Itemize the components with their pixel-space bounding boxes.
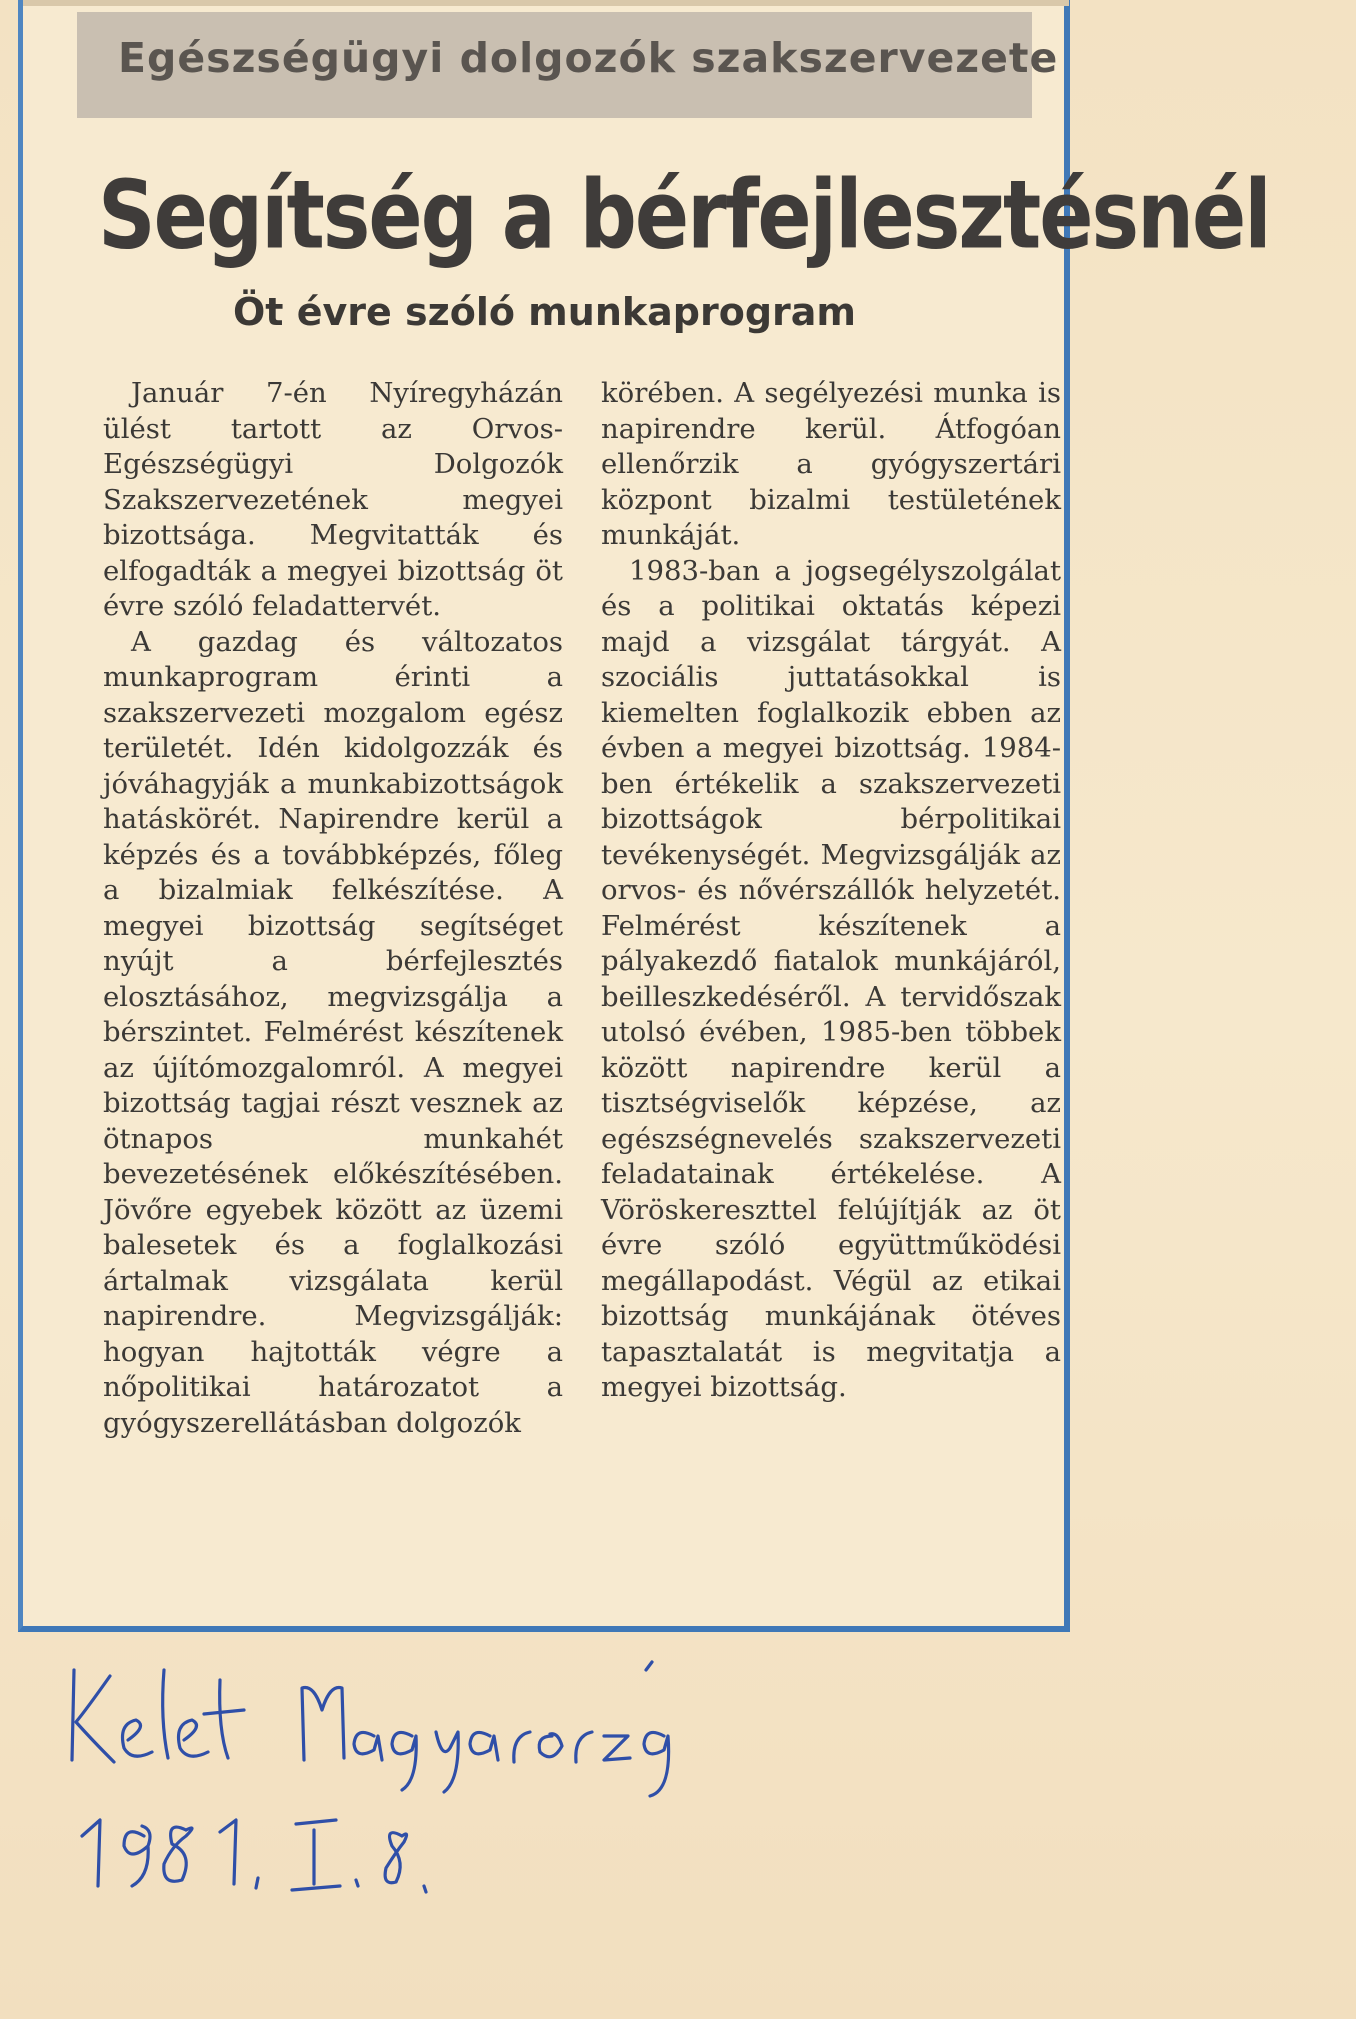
article-column-left bbox=[103, 376, 563, 1441]
paragraph: A gazdag és változatos munkaprogram érinti a szakszervezeti mozgalom egész területét. Idén kidolgozzák és jóváhagyják a munkabizottságok hatáskörét. Napirendre kerül a képzés és a továbbképzés, főleg a bizalmiak felkészítése. A megyei bizottság segítséget nyújt a bérfejlesztés elosztásához, megvizsgálja a bérszintet. Felmérést készítenek az újítómozgalomról. A megyei bizottság tagjai részt vesznek az ötnapos munkahét bevezetésének előkészítésében. Jövőre egyebek között az üzemi balesetek és a foglalkozási ártalmak vizsgálata kerül napirendre. Megvizsgálják: hogyan hajtották végre a nőpolitikai határozatot a gyógyszerellátásban dolgozók bbox=[103, 625, 563, 1439]
kicker-text: Egészségügyi dolgozók szakszervezete bbox=[118, 34, 1059, 82]
clipping-top-edge bbox=[23, 0, 1069, 6]
subheadline: Öt évre szóló munkaprogram bbox=[233, 290, 857, 334]
handwritten-source-note bbox=[52, 1640, 752, 1900]
article-column-right bbox=[601, 376, 1061, 1406]
headline: Segítség a bérfejlesztésnél bbox=[98, 160, 1270, 270]
paragraph: Január 7-én Nyíregyházán ülést tartott az Orvos-Egészségügyi Dolgozók Szakszervezetének megyei bizottsága. Megvitatták és elfogadták a megyei bizottság öt évre szóló feladattervét. bbox=[103, 377, 563, 622]
paragraph: 1983-ban a jogsegélyszolgálat és a politikai oktatás képezi majd a vizsgálat tárgyát. A szociális juttatásokkal is kiemelten foglalkozik ebben az évben a megyei bizottság. 1984-ben értékelik a szakszervezeti bizottságok bérpolitikai tevékenységét. Megvizsgálják az orvos- és nővérszállók helyzetét. Felmérést készítenek a pályakezdő fiatalok munkájáról, beilleszkedéséről. A tervidőszak utolsó évében, 1985-ben többek között napirendre kerül a tisztségviselők képzése, az egészségnevelés szakszervezeti feladatainak értékelése. A Vöröskereszttel felújítják az öt évre szóló együttműködési megállapodást. Végül az etikai bizottság munkájának ötéves tapasztalatát is megvitatja a megyei bizottság. bbox=[601, 554, 1061, 1403]
paragraph: körében. A segélyezési munka is napirendre kerül. Átfogóan ellenőrzik a gyógyszertári központ bizalmi testületének munkáját. bbox=[601, 377, 1061, 551]
newspaper-clipping bbox=[18, 0, 1270, 1632]
